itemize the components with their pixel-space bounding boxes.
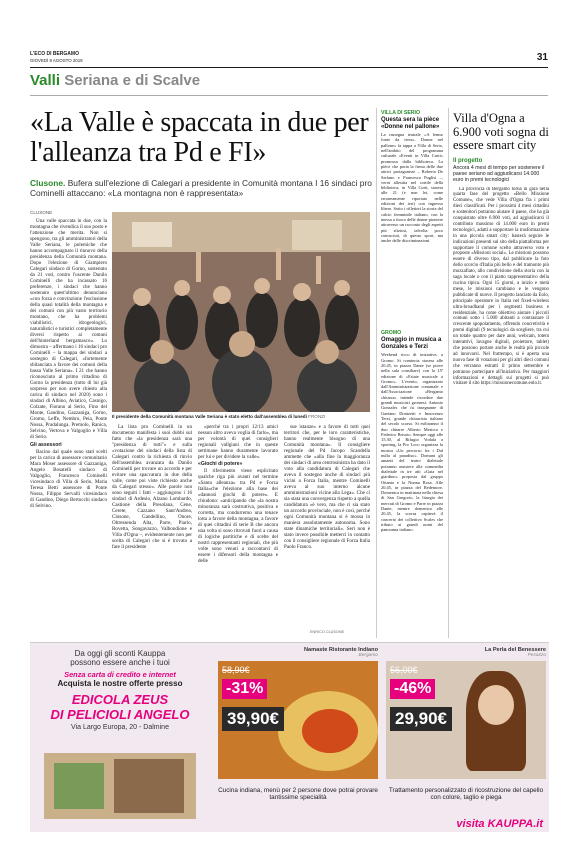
sidebar-tag-1: VILLA DI SERIO xyxy=(381,110,421,116)
photo-credit: FRONZI xyxy=(308,414,326,419)
ad-intro xyxy=(30,649,210,731)
right-story-rule xyxy=(448,108,449,638)
deal1-discount: -31% xyxy=(222,679,267,699)
page-title: «La Valle è spaccata in due per l'alleanza tra Pd e FI» xyxy=(30,107,369,168)
sidebar-title-2: Omaggio in musica a Gonzales e Terzi xyxy=(381,337,442,350)
deal2-place: Pesazzo xyxy=(527,653,546,658)
page-number: 31 xyxy=(536,52,548,63)
sidebar-body-2: Weekend ricco di iniziative, a Gromo. Si comincia stasera alle 20.45, in piazza Dante (se piove nella sala consiliare) con la 15ª edizione di «Estate musicale a Gromo». L'evento, organizzato dall'Amministrazione comunale e dall'Associazione «Bergamo chitarra» intende ricordare due grandi musicisti gromesi: Antonio Gonzales che fu insegnante di Gaetano Donizetti e Innocenzo Terzi, grande chitarrista italiano del secolo scorso. Si esibiranno il duo chitarre Alberto Mesirca e Federico Brisoto. Sempre oggi alle 15.30, al Rifugio Vodala a sporting, la Pro Loco organizza la mostra «Un percorso fra i Dal nulla al paradiso». Domani gli amanti del teatro dialettale potranno assistere alla commedia dialettale in tre atti «Gaia nel giardino» proposta dal gruppo Ottanta e la Nonna Rosa. Alle 20.45, in piazza del Redentore. Domenica in mattinata nella chiesa di San Gregorio, la liturgia dei mercati di Gromo e Parre in piazza Dante, mentre domenica alle 20.45, la scorsa ospiterà il concerto dei collettivo Scales che tributo ai grandi nomi del panorama italiano. xyxy=(381,352,443,533)
article-byline: CLUSONE xyxy=(30,210,53,215)
kicker-place: Clusone. xyxy=(30,178,66,188)
right-story-headline: Villa d'Ogna a 6.900 voti sogna di essere smart city xyxy=(453,111,549,152)
deal2-description: Trattamento personalizzato di ricostruzione del capello con colore, taglio e piega xyxy=(388,787,544,802)
right-story-subhead: Il progetto xyxy=(453,157,483,164)
masthead-rule xyxy=(30,67,548,68)
ad-address: Via Largo Europa, 20 - Dalmine xyxy=(71,724,169,731)
sidebar-tag-2: GROMO xyxy=(381,330,402,337)
sidebar-rule xyxy=(376,108,377,638)
article-column-1 xyxy=(30,218,107,636)
caption-text: Il presidente della Comunità montana Valle Seriana è stato eletto dall'assemblea di lunedì xyxy=(112,414,307,419)
col1-text-b: Bacino dal quale sono stati scelti per la carica di assessore comunitario Mara Moser assessore di Gazzaniga, Angelo Bosatelli sindaco di Valgoglio, Francesco Cominelli vicesindaco di Villa di Serio, Maria Teresa Betti assessore di Ponte Nossa, Filippo Servalli vicesindaco di Gandino, Diego Bertocchi sindaco di Selvino. xyxy=(30,449,107,509)
col3-text: «perché tra i propri 12/13 amici nessun altro aveva voglia di farlo», ma per volontà di quei consiglieri regionali vallgiani che in queste settimane hanno duramente lavorato per lui e per dividere la valle». xyxy=(198,424,278,460)
section-title xyxy=(30,72,200,89)
section-rule xyxy=(30,95,548,96)
col1-subhead: Gli assessori xyxy=(30,442,62,448)
deal1-name: Namaste Ristorante Indiano xyxy=(304,647,378,653)
deal1-place: Bergamo xyxy=(358,653,378,658)
deal1-old-price: 58,90€ xyxy=(222,665,250,675)
paper-name: L'ECO DI BERGAMO xyxy=(30,51,79,57)
ad-card-line: Senza carta di credito e internet xyxy=(64,670,176,679)
sidebar-title-1: Questa sera la pièce «Donne nel pallone» xyxy=(381,117,440,130)
meeting-photo-illustration xyxy=(112,212,370,412)
deal-card-2[interactable] xyxy=(386,647,546,817)
sidebar-body-1: La rassegna teatrale «A lemur fonte da terra». Donne nel pallone» fa tappa a Villa di Serio, nell'ambito del programma culturale «Eventi in Villa Curti» promosso dalla biblioteca. La pièce che porta la firma delle due attrici protagoniste – Roberta De Stefano e Francesca Puglisi –, verrà allestita nel cortile della biblioteca, in Villa Curti, stasera alle 21 (e non lei, come erroneamente riportato nelle edizioni dei ieri) con ingresso libero. Sotto i riflettori la storia del calcio femminile italiano, con la messa a fuoco delle donne pioniere attraverso un racconto degli aspetti più sfiziosi, talvolta poco conosciuti, di questo sport, ma anche delle discriminazioni. xyxy=(381,132,443,244)
photo-caption xyxy=(112,414,370,419)
right-story-body: La provincia di Bergamo torna in gara nella quarta fase del progetto «Bello Missione Comune», che vede Villa d'Ogna fra i primi dieci classificati. Per i prossimi 4 mesi cittadini e sostenitori potranno aiutare il paese, che ha già conquistato oltre 6.900 voti, ad aggiudicarsi il contributo massimo di 14.000 euro in premi tecnologici, adatti a supportare la trasformazione in una piccola smart city: basterà seguire le indicazioni presenti sul sito della piattaforma per supportare il comune scelto attraverso voto e proposte «Missioni social». Le missioni possono essere di diverso tipo, dal pubblicare la foto dello scorcio d'Italia più bello e del tramonto più mozzafiato, allo condivisione della storia con la saga locale o con il piatto rappresentativo della cucina tipica. Ogni 15 giorni, a inizio e metà mese, le missioni cambiano e le vengono pubblicate di nuove. Il progetto lanciato da Eolo, principale operatore in Italia nel fixed-wireless ultra-broadband per i segmenti business e residenziale, ha come obiettivo aiutare i piccoli comuni sotto i 5.000 abitanti a contrastare il crescente spopolamento, offrendo concretività e premi digitali (9 tecnologici da scegliere, tra cui un totale quattro per dare anni, webcam, totem interattivi, lavagne digitali, proiettore, tablet) che possono portare anche le realtà più piccole ad innovarsi. Nel frattempo, si è aperta una nuova fase di votazioni per gli altri dieci comuni che verranno estratti il primo settembre e potranno partecipare all'iniziativa. Per maggiori informazioni e dettagli sui progetti si può visitare il sito https://missionecomune.eolo.it. xyxy=(453,186,549,387)
col3-text-b: Il riferimento viene esplicitato qualche riga più avanti nel termine «Santa alleanza» tra Pd e Forza Italia«che l'elezione alla base dei «dannosi giochi di potere». E chiudono: «anticipando che «la nostra minoranza sarà costruttiva, positiva e corretta, ma condurremo una tenace lotta a favore della montagna, a favore di quei cittadini di serie B che ancora una volta si sono ritrovati fuori a causa di logiche partitiche e di scelte del nostri rappresentanti regionali, che più volte sono venuti a raccontarci di essere i difensori della montagna e delle xyxy=(198,468,278,564)
ad-top-line-1: Da oggi gli sconti Kauppa xyxy=(74,649,166,658)
deal2-old-price: 56,00€ xyxy=(390,665,418,675)
section-rest: Seriana e di Scalve xyxy=(64,72,201,89)
ad-brand[interactable]: visita KAUPPA.it xyxy=(456,818,543,830)
issue-date: GIOVEDÌ 8 AGOSTO 2019 xyxy=(30,58,83,63)
ad-shop-2: DI PELICIOLI ANGELO xyxy=(50,707,190,722)
deal-card-1[interactable] xyxy=(218,647,378,817)
ad-shop-1: EDICOLA ZEUS xyxy=(71,692,169,707)
ad-top-line-2: possono essere anche i tuoi xyxy=(70,658,170,667)
col3-subhead: «Giochi di potere» xyxy=(198,461,243,467)
author-signature: ENRICO CLUSONE xyxy=(310,630,345,634)
right-story xyxy=(453,112,549,592)
article-column-2 xyxy=(112,424,192,636)
advertisement xyxy=(30,642,549,832)
deal1-description: Cucina indiana, menù per 2 persone dove potrai provare tantissime specialità xyxy=(218,787,378,802)
deal2-discount: -46% xyxy=(390,679,435,699)
deal2-price: 29,90€ xyxy=(390,707,452,731)
ad-newsstand-image xyxy=(44,753,196,819)
col2-text: La lista pro Cominelli in un documento manifesta i suoi dubbi sul fatto che «la presidenza sarà una "presidenza di tutti"» e sulla «votazione dei sindaci della lista di Calegari contro la richiesta di rinvio dell'assemblea avanzata da Danilo Cominelli per trovare un accordo e per evitare una spaccatura in due della valle, come poi viste richiesto anche da Calegari stesso». Alle parole non sono seguiti i fatti – aggiungono i 16 sindaci di Ardesio, Alzano Lombardo, Castione della Presolana, Cene, Cerete, Cazzano Sant'Andrea, Clusone, Gandellino, Onore, Oltressenda Alta, Parre, Piario, Rovetta, Songavazzo, Valbondione e Villa d'Ogna –, evidentemente non per scelta di Calegari che si è trovato a fare il presidente xyxy=(112,424,192,550)
kicker-text: Bufera sull'elezione di Calegari a presidente in Comunità montana I 16 sindaci pro Cominelli attaccano: «La montagna non è rappresentata» xyxy=(30,178,372,198)
sidebar xyxy=(381,110,443,648)
ad-buy-line: Acquista le nostre offerte presso xyxy=(57,679,183,688)
section-bold: Valli xyxy=(30,72,61,89)
article-kicker xyxy=(30,178,375,198)
article-column-3 xyxy=(198,424,278,636)
article-photo xyxy=(112,212,370,412)
deal1-price: 39,90€ xyxy=(222,707,284,731)
col4-text: sue istanze» e a favore di tutti quei territori che, per le loro caratteristiche, hanno realmente bisogno di una Comunità montana». Il consigliere regionale del Pd Jacopo Scandella ammette che «alla fine la maggioranza dei sindaci di area centrosinistra ha dato il voto alla candidatura di Calegari che aveva il sostegno anche di sindaci più vicini a Forza Italia, mentre Cominelli aveva al suo interno alcune amministrazioni vicine alla Lega». Che ci sia stata una convergenza rispetto a quella candidatura «è vero, ma che ci sia stato un accordo provinciale, non è così, perché ogni Comunità montana si è mossa in maniera assolutamente autonoma. Sono state dinamiche territoriali». Seri non è stato invece possibile metterci in contatto con il consigliere regionale di Forza Italia Paolo Franco. xyxy=(284,424,370,550)
col1-text: Una valle spaccata in due, con la montagna che rivendica il suo posto e l'attenzione che merita. Non si spengono, tra gli amministratori della Valle Seriana, le polemiche che hanno accompagnato il rinnovo della presidenza della Comunità montana. Dopo l'elezione di Giampiero Calegari sindaco di Gorno, sostenuto da 21 voti, contro l'uscente Danilo Cominelli che ha incassato 16 preferenze, i sindaci che hanno sostenuto quest'ultimo denunciano «con forza e convinzione l'esclusione della quasi totalità della montagna e dei comuni con più vasto territorio montano, che ha problemi viabilistici, idrogeologici, naturalistici e turistici completamente diversi rispetto ai comuni dell'hinterland bergamasco». Lo dimostra – affermano i 16 sindaci pro Cominelli – la mappa dei sindaci a sostegno di Calegari, «fortemente sbilanciata a favore dei comuni della bassa Valle Seriana». I 21 che hanno riconosciuto al primo cittadino di Gorno la presidenza (tutto di lui già sorpreso per non avere chiesto alla carica di sindaco nel 2020) sono i sindaci di Albino, Aviatico, Casnigo, Colzate, Fiorano al Serio, Fino del Monte, Gandino, Gazzaniga, Gorno, Gromo, Leffe, Nembro, Peia, Ponte Nossa, Pradalunga, Premolo, Ranica, Selvino, Vertova e Valgoglio e Villa di Serio. xyxy=(30,218,107,440)
article-column-4 xyxy=(284,424,370,630)
deal2-name: La Perla del Benessere xyxy=(484,647,546,653)
right-story-lead: Ancora 4 mesi di tempo per sostenere il paese seriano ad aggiudicarsi 14.000 euro in premi tecnologici xyxy=(453,164,545,183)
